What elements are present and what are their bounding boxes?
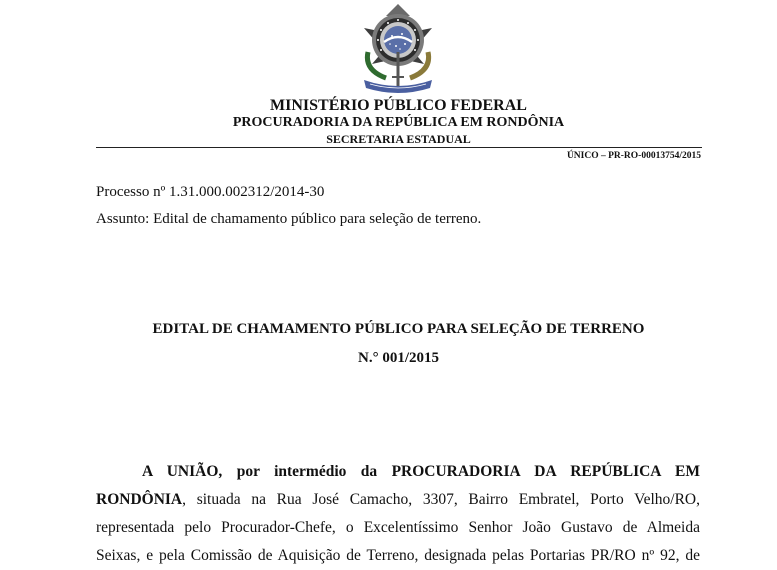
body-bold-procuradoria: PROCURADORIA DA REPÚBLICA EM <box>391 463 701 480</box>
office-heading: PROCURADORIA DA REPÚBLICA EM RONDÔNIA <box>232 115 565 130</box>
brazil-coat-of-arms-emblem <box>350 2 446 94</box>
body-paragraph <box>96 458 700 570</box>
body-line-1 <box>96 458 700 486</box>
header-divider <box>96 147 702 148</box>
edital-title: EDITAL DE CHAMAMENTO PÚBLICO PARA SELEÇÃO DE TERRENO <box>152 321 645 337</box>
body-line-4: Seixas, e pela Comissão de Aquisição de Terreno, designada pelas Portarias PR/RO nº 92, de <box>96 547 700 564</box>
document-reference: ÚNICO – PR-RO-00013754/2015 <box>566 151 701 161</box>
edital-number: N.° 001/2015 <box>358 350 439 366</box>
subject-line: Assunto: Edital de chamamento público para seleção de terreno. <box>96 211 482 227</box>
body-text-intermedio: por intermédio da <box>222 463 392 480</box>
department-heading: SECRETARIA ESTADUAL <box>326 132 471 146</box>
body-text-address: , situada na Rua José Camacho, 3307, Bairro Embratel, Porto Velho/RO, <box>182 491 700 508</box>
body-line-3: representada pelo Procurador-Chefe, o Excelentíssimo Senhor João Gustavo de Almeida <box>96 519 700 536</box>
ministry-heading: MINISTÉRIO PÚBLICO FEDERAL <box>270 97 527 114</box>
body-bold-rondonia: RONDÔNIA <box>96 491 183 508</box>
process-number: Processo nº 1.31.000.002312/2014-30 <box>96 184 325 200</box>
body-bold-uniao: A UNIÃO, <box>142 463 223 480</box>
body-line-2 <box>96 486 700 514</box>
